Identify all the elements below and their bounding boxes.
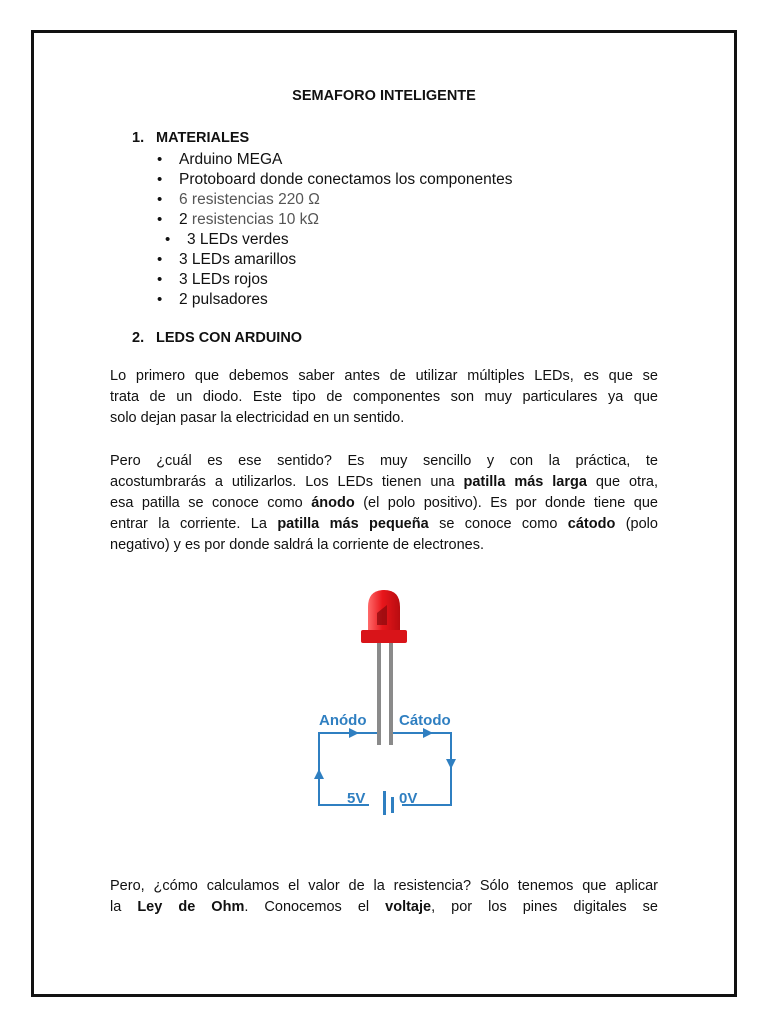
section-heading-leds — [132, 330, 302, 346]
arrow-right-icon — [349, 728, 359, 738]
list-item: • 6 resistencias 220 Ω — [155, 190, 512, 210]
list-item: • 2 resistencias 10 kΩ — [155, 210, 512, 230]
paragraph-sentido: Pero ¿cuál es ese sentido? Es muy sencillo y con la práctica, te acostumbrarás a utilizarlos. Los LEDs tienen una patilla más larga que otra, esa patilla se conoce como ánodo (el polo positivo). Es por donde tiene que entrar la corriente. La patilla más pequeña se conoce como cátodo (polo negativo) y es por donde saldrá la corriente de electrones. — [110, 453, 659, 553]
paragraph-resistencia: Pero, ¿cómo calculamos el valor de la resistencia? Sólo tenemos que aplicar la Ley de Ohm. Conocemos el voltaje, por los pines digitales se — [110, 878, 658, 915]
list-item: • 3 LEDs amarillos — [155, 250, 512, 270]
list-item: • 3 LEDs rojos — [155, 270, 512, 290]
anode-lead — [377, 643, 381, 745]
voltage-positive-label: 5V — [347, 790, 366, 807]
anode-label: Anódo — [319, 712, 367, 729]
section-number: 2. — [132, 330, 145, 346]
arrow-down-icon — [446, 759, 456, 769]
section-heading-materiales — [132, 130, 249, 146]
list-item: • 2 pulsadores — [155, 290, 512, 310]
document-title: SEMAFORO INTELIGENTE — [292, 88, 476, 104]
voltage-negative-label: 0V — [399, 790, 418, 807]
section-title: MATERIALES — [156, 130, 250, 146]
led-circuit-diagram — [305, 585, 465, 815]
led-rim — [361, 630, 407, 643]
paragraph-intro: Lo primero que debemos saber antes de utilizar múltiples LEDs, es que se trata de un diodo. Este tipo de componentes son muy particulares ya que solo dejan pasar la electricidad en un sentido. — [110, 368, 658, 426]
cathode-lead — [389, 643, 393, 745]
section-title: LEDS CON ARDUINO — [156, 330, 303, 346]
battery-plate-positive — [383, 791, 386, 815]
battery-plate-negative — [391, 797, 394, 813]
arrow-right-icon — [423, 728, 433, 738]
list-item: • 3 LEDs verdes — [163, 230, 512, 250]
list-item: • Arduino MEGA — [155, 150, 512, 170]
list-item: • Protoboard donde conectamos los componentes — [155, 170, 512, 190]
section-number: 1. — [132, 130, 145, 146]
arrow-up-icon — [314, 769, 324, 779]
cathode-label: Cátodo — [399, 712, 451, 729]
materials-list — [155, 150, 512, 310]
